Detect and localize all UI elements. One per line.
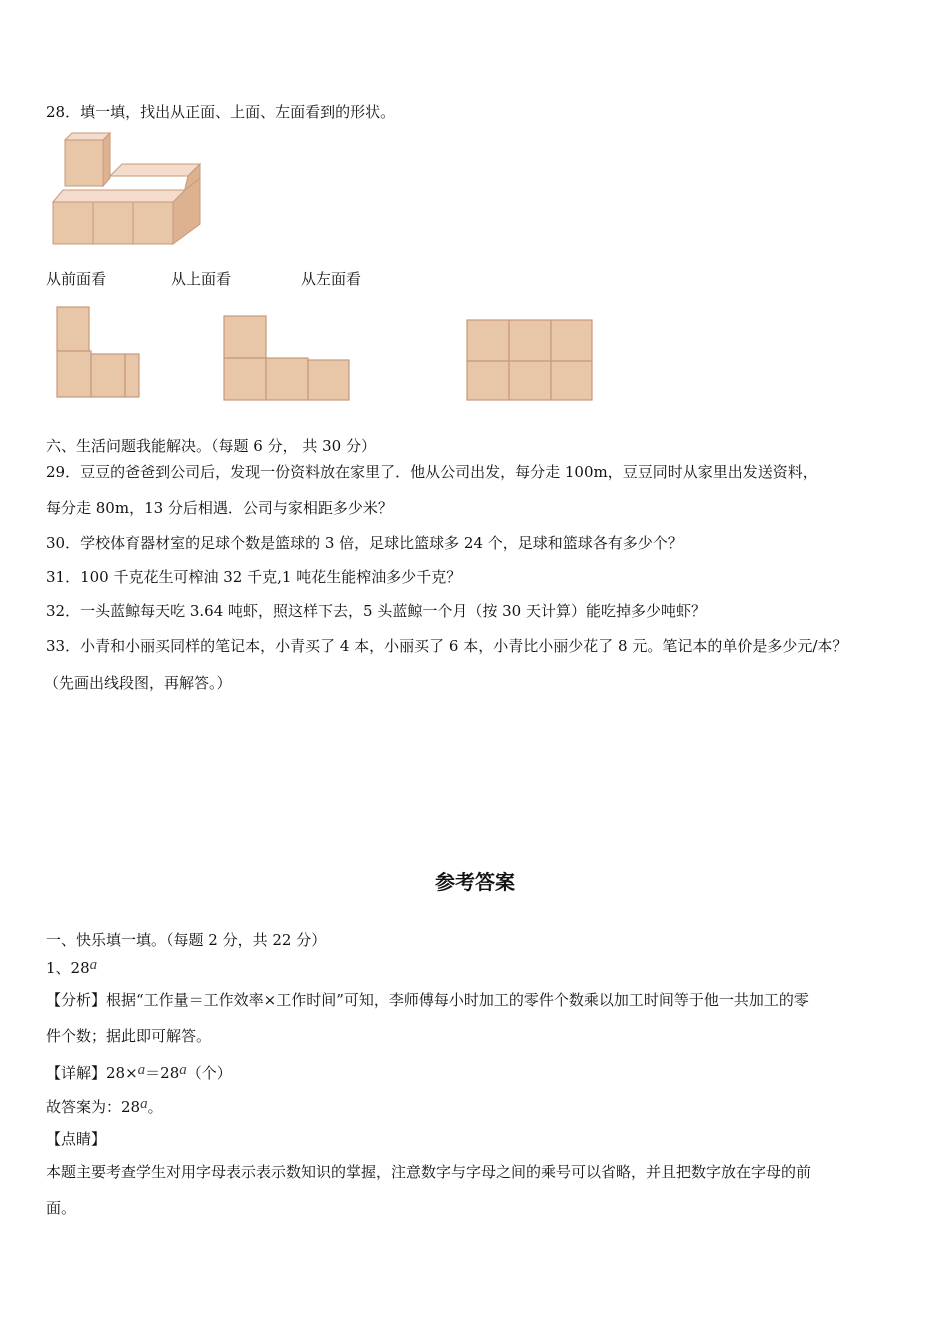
answers-title: 参考答案 — [435, 870, 515, 894]
top-view-shape — [220, 312, 355, 404]
view-label-top: 从上面看 — [171, 270, 232, 288]
question-33-line2: （先画出线段图，再解答。） — [44, 674, 232, 692]
question-32: 32．一头蓝鲸每天吃 3.64 吨虾，照这样下去，5 头蓝鲸一个月（按 30 天计算）能吃掉多少吨虾？ — [46, 602, 706, 620]
analysis-line1: 【分析】根据“工作量＝工作效率×工作时间”可知，李师傅每小时加工的零件个数乘以加工时间等于他一共加工的零 — [46, 991, 809, 1009]
detail-part-2: ＝28 — [145, 1064, 180, 1082]
question-30: 30．学校体育器材室的足球个数是篮球的 3 倍，足球比篮球多 24 个，足球和篮球各有多少个？ — [46, 534, 683, 552]
answer-1 — [46, 955, 97, 978]
comment-label: 【点睛】 — [46, 1130, 107, 1148]
question-33-line1: 33．小青和小丽买同样的笔记本，小青买了 4 本，小丽买了 6 本，小青比小丽少花了 8 元。笔记本的单价是多少元/本？ — [46, 637, 848, 655]
variable-a: a — [137, 1062, 146, 1078]
final-part-2: 。 — [147, 1098, 163, 1116]
question-28: 28．填一填，找出从正面、上面、左面看到的形状。 — [46, 103, 396, 121]
variable-a: a — [179, 1062, 187, 1078]
variable-a: a — [89, 957, 98, 973]
question-31: 31．100 千克花生可榨油 32 千克,1 吨花生能榨油多少千克？ — [46, 568, 462, 586]
question-29-line1: 29．豆豆的爸爸到公司后，发现一份资料放在家里了．他从公司出发，每分走 100m，豆豆同时从家里出发送资料， — [46, 463, 818, 481]
answers-section-1: 一、快乐填一填。（每题 2 分，共 22 分） — [46, 931, 327, 949]
variable-a: a — [140, 1096, 148, 1112]
detail-part-1: 【详解】28× — [46, 1064, 138, 1082]
front-view-shape — [54, 304, 144, 404]
question-29-line2: 每分走 80m，13 分后相遇．公司与家相距多少米？ — [46, 499, 393, 517]
view-label-front: 从前面看 — [46, 270, 107, 288]
detail-part-3: （个） — [186, 1064, 232, 1082]
left-view-shape — [464, 316, 596, 404]
analysis-line2: 件个数；据此即可解答。 — [46, 1027, 212, 1045]
final-answer — [46, 1094, 163, 1117]
cube-stack-illustration — [50, 130, 205, 250]
detail-line — [46, 1060, 232, 1083]
view-label-left: 从左面看 — [301, 270, 362, 288]
comment-line2: 面。 — [46, 1199, 77, 1217]
comment-line1: 本题主要考查学生对用字母表示表示数知识的掌握，注意数字与字母之间的乘号可以省略，并且把数字放在字母的前 — [46, 1163, 812, 1181]
section-6-heading: 六、生活问题我能解决。（每题 6 分， 共 30 分） — [46, 437, 376, 455]
answer-1-prefix: 1、28 — [46, 959, 90, 977]
final-part-1: 故答案为：28 — [46, 1098, 141, 1116]
